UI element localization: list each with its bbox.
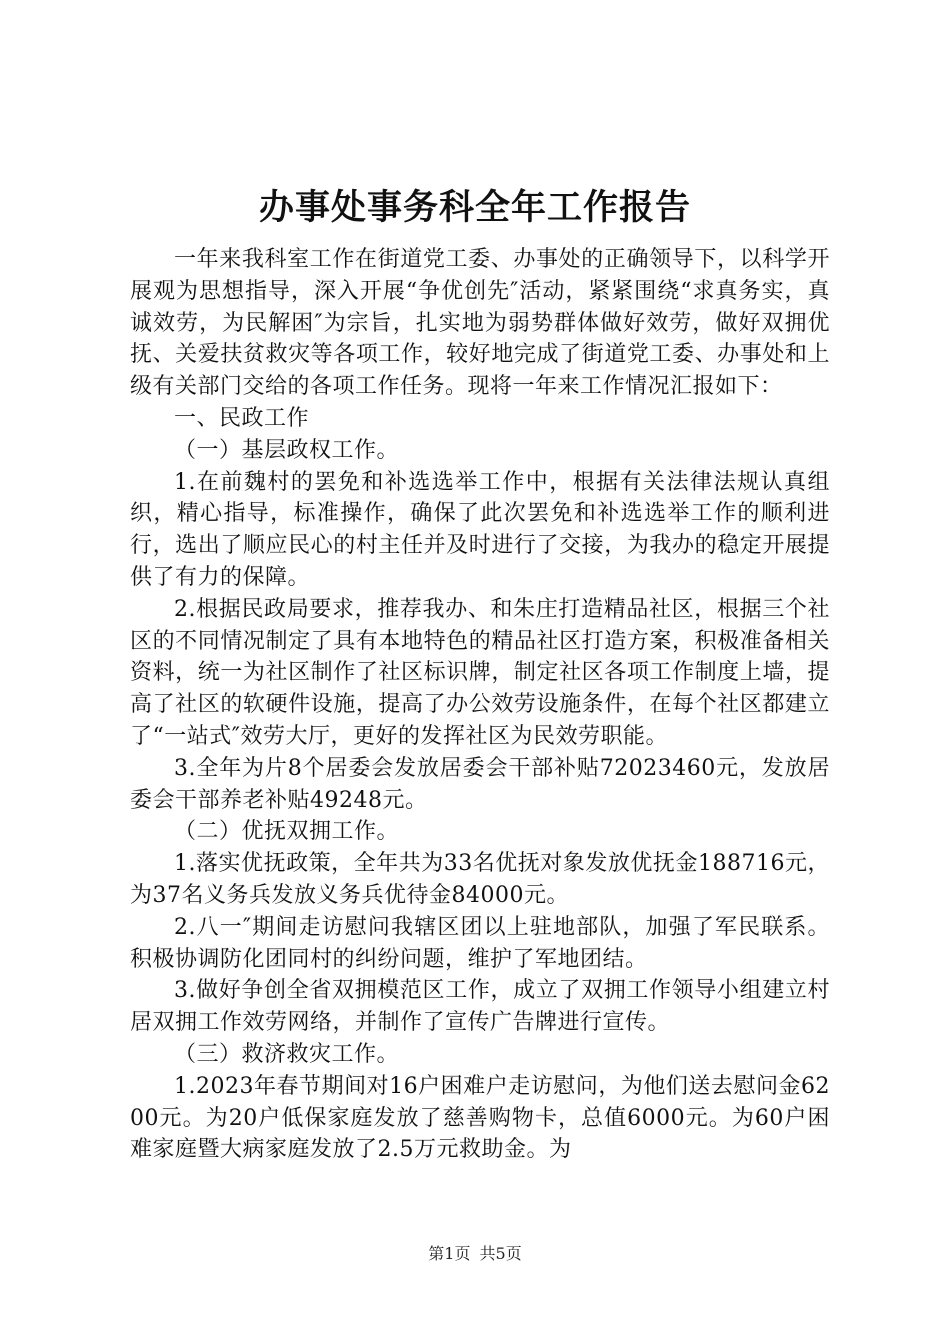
grassroots-item-1: 1.在前魏村的罢免和补选选举工作中，根据有关法律法规认真组织，精心指导，标准操作，确保了此次罢免和补选选举工作的顺利进行，选出了顺应民心的村主任并及时进行了交接，为我办的稳定开展提供了有力的保障。 (130, 469, 830, 590)
subsection-heading-grassroots: （一）基层政权工作。 (174, 437, 400, 463)
page-footer (0, 1243, 950, 1265)
support-item-3: 3.做好争创全省双拥模范区工作，成立了双拥工作领导小组建立村居双拥工作效劳网络，并制作了宣传广告牌进行宣传。 (130, 978, 830, 1036)
section-heading-civil-affairs: 一、民政工作 (174, 405, 310, 431)
grassroots-item-3: 3.全年为片8个居委会发放居委会干部补贴72023460元，发放居委会干部养老补贴49248元。 (130, 755, 830, 813)
relief-item-1: 1.2023年春节期间对16户困难户走访慰问，为他们送去慰问金6200元。为20户低保家庭发放了慈善购物卡，总值6000元。为60户困难家庭暨大病家庭发放了2.5万元救助金。为 (130, 1073, 830, 1163)
support-item-2: 2.八一″期间走访慰问我辖区团以上驻地部队，加强了军民联系。积极协调防化团同村的纠纷问题，维护了军地团结。 (130, 914, 830, 972)
page-number: 第1页 (428, 1244, 471, 1263)
support-item-1: 1.落实优抚政策，全年共为33名优抚对象发放优抚金188716元，为37名义务兵发放义务兵优待金84000元。 (130, 851, 830, 908)
document-body (130, 244, 830, 1166)
subsection-heading-relief: （三）救济救灾工作。 (174, 1041, 400, 1067)
subsection-heading-support: （二）优抚双拥工作。 (174, 819, 400, 845)
document-title: 办事处事务科全年工作报告 (258, 187, 691, 228)
grassroots-item-2: 2.根据民政局要求，推荐我办、和朱庄打造精品社区，根据三个社区的不同情况制定了具有本地特色的精品社区打造方案，积极准备相关资料，统一为社区制作了社区标识牌，制定社区各项工作制度上墙，提高了社区的软硬件设施，提高了办公效劳设施条件，在每个社区都建立了“一站式″效劳大厅，更好的发挥社区为民效劳职能。 (130, 596, 830, 749)
intro-paragraph: 一年来我科室工作在街道党工委、办事处的正确领导下，以科学开展观为思想指导，深入开展“争优创先″活动，紧紧围绕“求真务实，真诚效劳，为民解困″为宗旨，扎实地为弱势群体做好效劳，做好双拥优抚、关爱扶贫救灾等各项工作，较好地完成了街道党工委、办事处和上级有关部门交给的各项工作任务。现将一年来工作情况汇报如下： (130, 247, 830, 400)
page-total: 共5页 (479, 1244, 522, 1263)
